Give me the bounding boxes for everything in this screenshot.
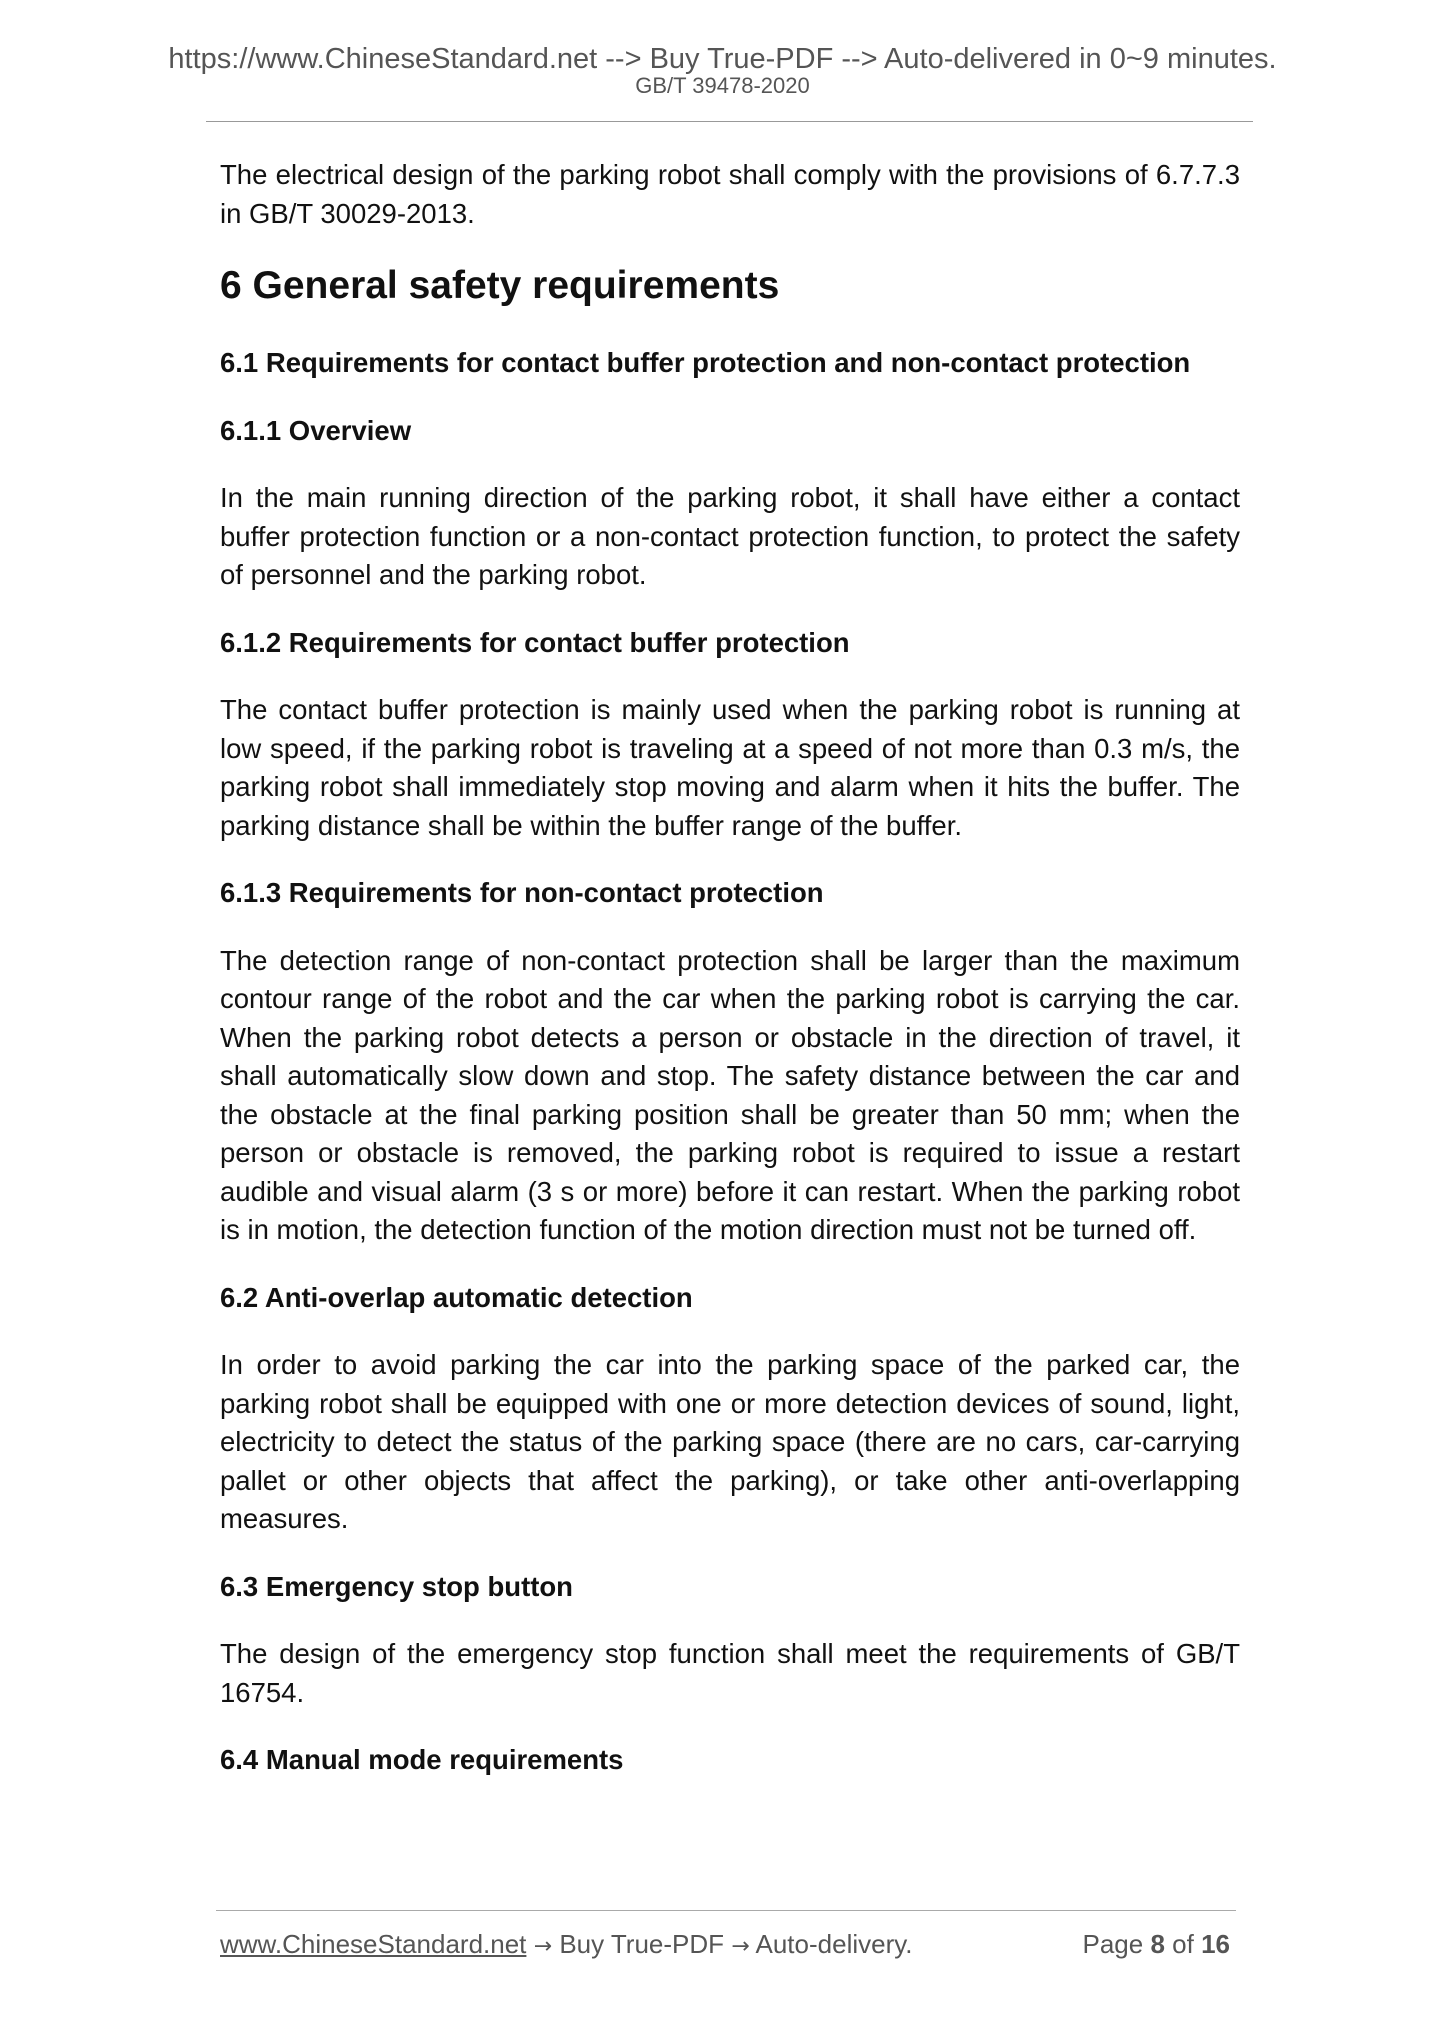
footer-site-link[interactable]: www.ChineseStandard.net [220,1929,527,1959]
section-6-3-text: The design of the emergency stop function shall meet the requirements of GB/T 16754. [220,1638,1240,1708]
document-body [220,156,1240,1809]
section-6-1-1-text: In the main running direction of the parking robot, it shall have either a contact buffer protection function or a non-contact protection function, to protect the safety of personnel and the parking robot. [220,482,1240,590]
page-footer [220,1928,1230,1963]
page-label: Page [1082,1929,1144,1959]
intro-paragraph: The electrical design of the parking robot shall comply with the provisions of 6.7.7.3 in GB/T 30029-2013. [220,159,1240,229]
standard-code: GB/T 39478-2020 [635,73,810,98]
section-6-1-1-heading: 6.1.1 Overview [220,414,412,446]
section-6-1-2-heading: 6.1.2 Requirements for contact buffer protection [220,626,850,658]
page-current: 8 [1150,1929,1165,1959]
section-6-1-3-heading: 6.1.3 Requirements for non-contact protection [220,877,824,908]
arrow-right-icon: → [533,1934,553,1959]
section-6-3-heading: 6.3 Emergency stop button [220,1570,573,1602]
footer-buy-text: Buy True-PDF [559,1929,725,1959]
footer-divider [216,1910,1236,1911]
page-number [1082,1928,1230,1960]
of-label: of [1172,1929,1194,1959]
section-6-heading: 6 General safety requirements [220,264,780,307]
section-6-2-text: In order to avoid parking the car into the parking space of the parked car, the parking robot shall be equipped with one or more detection devices of sound, light, electricity to detect the status of the parking space (there are no cars, car-carrying pallet or other objects that affect the parking), or take other anti-overlapping measures. [220,1349,1240,1534]
section-6-1-3-text: The detection range of non-contact protection shall be larger than the maximum contour range of the robot and the car when the parking robot is carrying the car. When the parking robot detects a person or obstacle in the direction of travel, it shall automatically slow down and stop. The safety distance between the car and the obstacle at the final parking position shall be greater than 50 mm; when the person or obstacle is removed, the parking robot is required to issue a restart audible and visual alarm (3 s or more) before it can restart. When the parking robot is in motion, the detection function of the motion direction must not be turned off. [220,944,1240,1245]
section-6-1-heading: 6.1 Requirements for contact buffer protection and non-contact protection [220,347,1191,378]
section-6-2-heading: 6.2 Anti-overlap automatic detection [220,1281,693,1313]
header-divider [206,121,1253,122]
section-6-1-2-text: The contact buffer protection is mainly used when the parking robot is running at low speed, if the parking robot is traveling at a speed of not more than 0.3 m/s, the parking robot shall immediately stop moving and alarm when it hits the buffer. The parking distance shall be within the buffer range of the buffer. [220,694,1240,841]
header-banner: https://www.ChineseStandard.net --> Buy True-PDF --> Auto-delivered in 0~9 minutes. [168,43,1277,75]
arrow-right-icon: → [731,1934,750,1959]
section-6-4-heading: 6.4 Manual mode requirements [220,1744,624,1775]
page-total: 16 [1201,1929,1230,1959]
footer-delivery-text: Auto-delivery. [755,1929,913,1959]
